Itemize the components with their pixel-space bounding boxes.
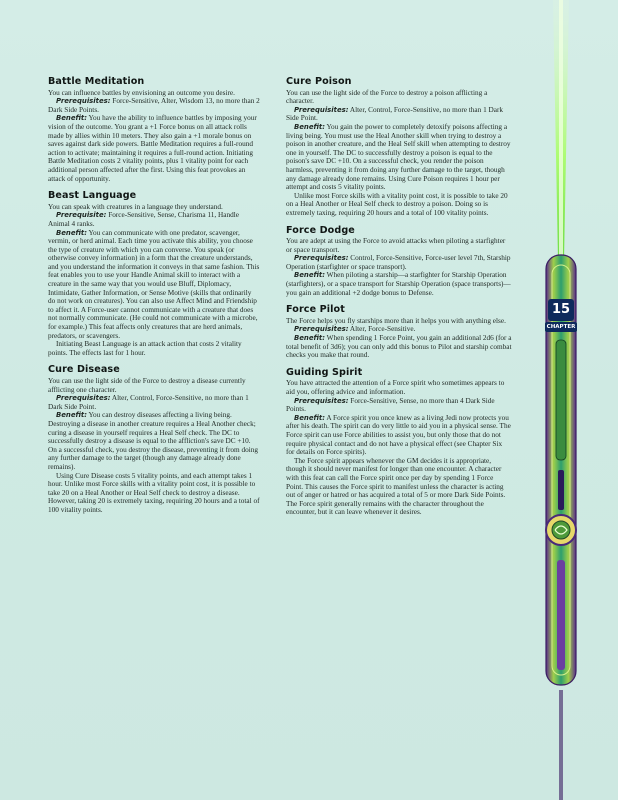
feat-prerequisites: Prerequisites: Control, Force-Sensitive, Force-user level 7th, Starship Operation (starfighter or space transport).	[286, 254, 511, 271]
feat-note: Using Cure Disease costs 5 vitality points, and each attempt takes 1 hour. Unlike most Force skills with a vitality point cost, it is possible to take 20 on a Heal Another or Heal Self check to destroy a disease. However, taking 20 is extremely taxing, requiring 20 hours and a total of 100 vitality points.	[48, 471, 260, 514]
feat-intro: You can influence battles by envisioning an outcome you desire.	[48, 88, 235, 97]
feat-intro: The Force helps you fly starships more than it helps you with anything else.	[286, 316, 506, 325]
feat-prerequisites: Prerequisites: Alter, Control, Force-Sensitive, no more than 1 Dark Side Point.	[286, 105, 504, 123]
feat-title: Guiding Spirit	[286, 366, 363, 378]
feat-note: Initiating Beast Language is an attack action that costs 2 vitality points. The effects last for 1 hour.	[48, 340, 242, 357]
feat-title: Beast Language	[48, 190, 137, 202]
feat-battle-meditation	[48, 78, 260, 183]
feat-prerequisites: Prerequisite: Force-Sensitive, Sense, Charisma 11, Handle Animal 4 ranks.	[48, 211, 239, 228]
feat-intro: You can use the light side of the Force to destroy a disease currently afflicting one character.	[48, 377, 246, 394]
right-column	[286, 78, 512, 526]
feat-prerequisites: Prerequisites: Force-Sensitive, Alter, Wisdom 13, no more than 2 Dark Side Points.	[48, 97, 260, 114]
feat-guiding-spirit	[286, 366, 512, 517]
feat-intro: You can speak with creatures in a language they understand.	[48, 202, 223, 211]
feat-prerequisites: Prerequisites: Alter, Force-Sensitive.	[294, 325, 416, 334]
feat-prerequisites: Prerequisites: Alter, Control, Force-Sensitive, no more than 1 Dark Side Point.	[48, 394, 249, 411]
feat-cure-disease	[48, 366, 260, 514]
feat-prerequisites: Prerequisites: Force-Sensitive, Sense, no more than 4 Dark Side Points.	[286, 396, 495, 414]
feat-benefit: Benefit: You gain the power to completely detoxify poisons affecting a living being. You must use the Heal Another skill when trying to destroy a poison in another creature, and the Heal Self skill when attempting to destroy one in yourself. The DC to successfully destroy a poison is equal to the poison's save DC +10. On a successful check, you render the poison harmless, preventing it from doing any further damage to the target, though any damage already done remains. Using Cure Poison requires 1 hour per attempt and costs 5 vitality points.	[286, 122, 511, 192]
feat-benefit: Benefit: You can communicate with one predator, scavenger, vermin, or herd animal. Each time you activate this ability, you choose the type of creature with which you can converse. You speak (or otherwise convey information) in a form that the creature understands, and you understand the information it conveys in that same fashion. This feat enables you to use your Handle Animal skill to interact with a creature in the same way that you would use Bluff, Diplomacy, Intimidate, Gather Information, or Sense Motive (skills that ordinarily do not work on creatures). You can also use Affect Mind and Friendship to affect it. A Force-user cannot communicate with a creature that does not normally communicate. (He could not communicate with a microbe, for example.) This feat affects only creatures that are herd animals, predators, or scavengers.	[48, 228, 260, 340]
chapter-label-badge: CHAPTER	[546, 324, 576, 330]
chapter-number-badge: 15	[548, 299, 574, 321]
feat-intro: You have attracted the attention of a Force spirit who sometimes appears to aid you, offering advice and information.	[286, 379, 505, 396]
feat-intro: You are adept at using the Force to avoid attacks when piloting a starfighter or space transport.	[286, 237, 506, 254]
feat-force-pilot	[286, 306, 512, 360]
feat-note: Unlike most Force skills with a vitality point cost, it is possible to take 20 on a Heal Another or Heal Self check to destroy a poison. Doing so is extremely taxing, requiring 20 hours and a total of 100 vitality points.	[286, 191, 508, 217]
feat-note: The Force spirit appears whenever the GM decides it is appropriate, though it should never manifest for longer than one encounter. A character with this feat can call the Force spirit once per day by spending 1 Force Point. This causes the Force spirit to manifest unless the character is acting out of anger or hatred or has acquired a total of 5 or more Dark Side Points. The Force spirit generally remains with the character throughout the encounter, but it can leave whenever it desires.	[286, 456, 506, 517]
feat-benefit: Benefit: When piloting a starship—a starfighter for Starship Operation (starfighters), or a space transport for Starship Operation (space transports)—you gain an additional +2 dodge bonus to Defense.	[286, 271, 511, 297]
left-column	[48, 78, 260, 524]
feat-force-dodge	[286, 224, 512, 298]
feat-benefit: Benefit: When spending 1 Force Point, you gain an additional 2d6 (for a total benefit of 3d6); you can only add this bonus to Pilot and starship combat checks you make that round.	[286, 334, 512, 360]
feat-title: Force Pilot	[286, 304, 345, 316]
feat-cure-poison	[286, 78, 512, 218]
chapter-sidebar-ornament	[540, 0, 582, 800]
feat-benefit: Benefit: A Force spirit you once knew as a living Jedi now protects you after his death. The spirit can do very little to aid you in a physical sense. The Force spirit can use Force abilities to assist you, but only those that do not require physical contact and do not have a physical effect (see Chapter Six for details on Force spirits).	[286, 413, 511, 457]
feat-title: Force Dodge	[286, 224, 355, 236]
feat-title: Cure Disease	[48, 364, 120, 376]
feat-title: Cure Poison	[286, 76, 352, 87]
feat-benefit: Benefit: You have the ability to influence battles by imposing your vision of the outcome. You grant a +1 Force bonus on all attack rolls made by allies within 10 meters. They also gain a +1 morale bonus on saves against dark side powers. Battle Meditation requires a full-round action to activate; maintaining it requires a full-round action. Initiating Battle Meditation costs 2 vitality points, plus 1 vitality point for each additional person affected after the first. Using this feat provokes an attack of opportunity.	[48, 114, 257, 183]
feat-beast-language	[48, 192, 260, 357]
feat-intro: You can use the light side of the Force to destroy a poison afflicting a character.	[286, 88, 488, 106]
feat-title: Battle Meditation	[48, 76, 145, 87]
feat-benefit: Benefit: You can destroy diseases affecting a living being. Destroying a disease in another creature requires a Heal Another check; curing a disease in yourself requires a Heal Self check. The DC to successfully destroy a disease is equal to the affliction's save DC +10. On a successful check, you destroy the disease, preventing it from doing any further damage to the target (though any damage already done remains).	[48, 411, 258, 471]
